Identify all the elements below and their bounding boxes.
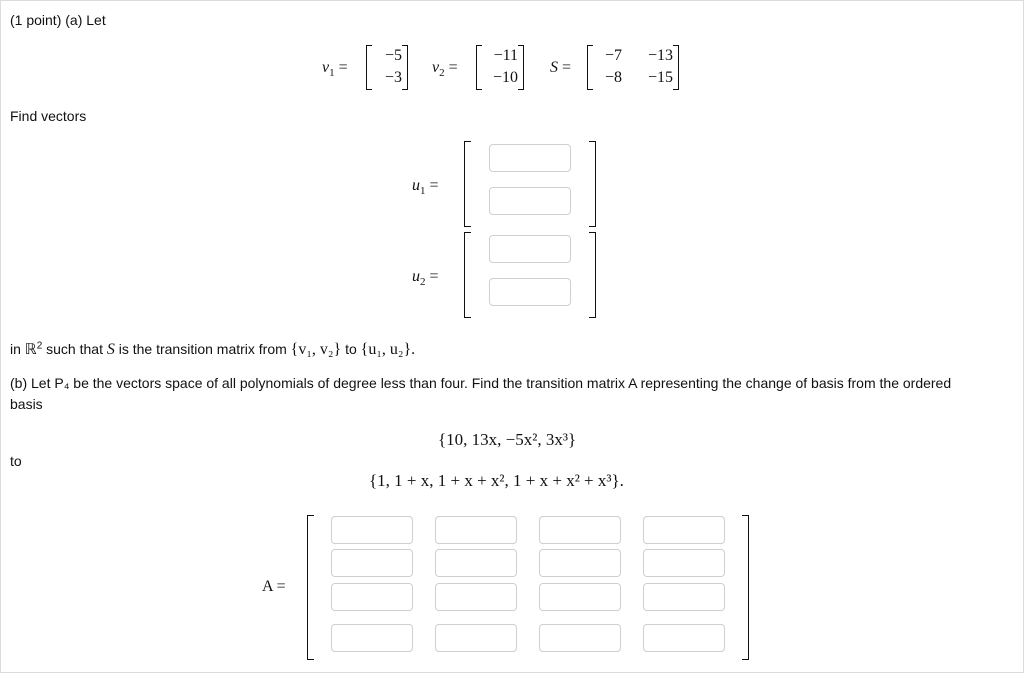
S-entry-12: −13 — [647, 47, 673, 64]
A-input-r2c2[interactable] — [435, 549, 517, 577]
A-input-r2c3[interactable] — [539, 549, 621, 577]
problem-header: (1 point) (a) Let — [10, 12, 106, 28]
v1-matrix — [366, 45, 408, 90]
condition-text: in ℝ$^2$ such that S is the transition matrix from {v₁, v₂} to {u₁, u₂}. — [10, 340, 416, 358]
u2-entry-1-input[interactable] — [489, 235, 571, 263]
A-input-r2c4[interactable] — [643, 549, 725, 577]
S-matrix — [587, 45, 679, 90]
basis-from: {10, 13x, −5x², 3x³} — [438, 430, 577, 449]
A-input-r1c4[interactable] — [643, 516, 725, 544]
A-input-r2c1[interactable] — [331, 549, 413, 577]
A-label: A = — [262, 578, 286, 595]
A-input-r1c1[interactable] — [331, 516, 413, 544]
A-input-r3c2[interactable] — [435, 583, 517, 611]
A-input-r4c2[interactable] — [435, 624, 517, 652]
A-input-r4c3[interactable] — [539, 624, 621, 652]
S-entry-21: −8 — [604, 69, 622, 86]
basis-to: {1, 1 + x, 1 + x + x², 1 + x + x² + x³}. — [369, 471, 624, 490]
to-text: to — [10, 453, 22, 469]
A-input-r3c3[interactable] — [539, 583, 621, 611]
v2-entry-1: −11 — [493, 47, 518, 64]
S-entry-11: −7 — [604, 47, 622, 64]
v2-entry-2: −10 — [492, 69, 518, 86]
v1-label: $v_1$ = — [322, 59, 348, 80]
S-label: S = — [550, 59, 572, 76]
v2-label: $v_2$ = — [432, 59, 458, 80]
A-input-r1c3[interactable] — [539, 516, 621, 544]
u2-entry-2-input[interactable] — [489, 278, 571, 306]
find-vectors-text: Find vectors — [10, 108, 87, 124]
v2-matrix — [476, 45, 524, 90]
u1-entry-1-input[interactable] — [489, 144, 571, 172]
A-input-r3c4[interactable] — [643, 583, 725, 611]
u1-entry-2-input[interactable] — [489, 187, 571, 215]
S-entry-22: −15 — [647, 69, 673, 86]
A-input-r4c1[interactable] — [331, 624, 413, 652]
A-input-r3c1[interactable] — [331, 583, 413, 611]
part-b-text-line1: (b) Let P₄ be the vectors space of all polynomials of degree less than four. Find the transition matrix A representing the change of basis from the ordered — [10, 375, 952, 391]
u2-label: $u_2$ = — [412, 268, 439, 289]
v1-entry-2: −3 — [384, 69, 402, 86]
A-input-r4c4[interactable] — [643, 624, 725, 652]
v1-entry-1: −5 — [384, 47, 402, 64]
part-b-text-line2: basis — [10, 396, 43, 412]
u1-label: $u_1$ = — [412, 177, 439, 198]
A-input-r1c2[interactable] — [435, 516, 517, 544]
